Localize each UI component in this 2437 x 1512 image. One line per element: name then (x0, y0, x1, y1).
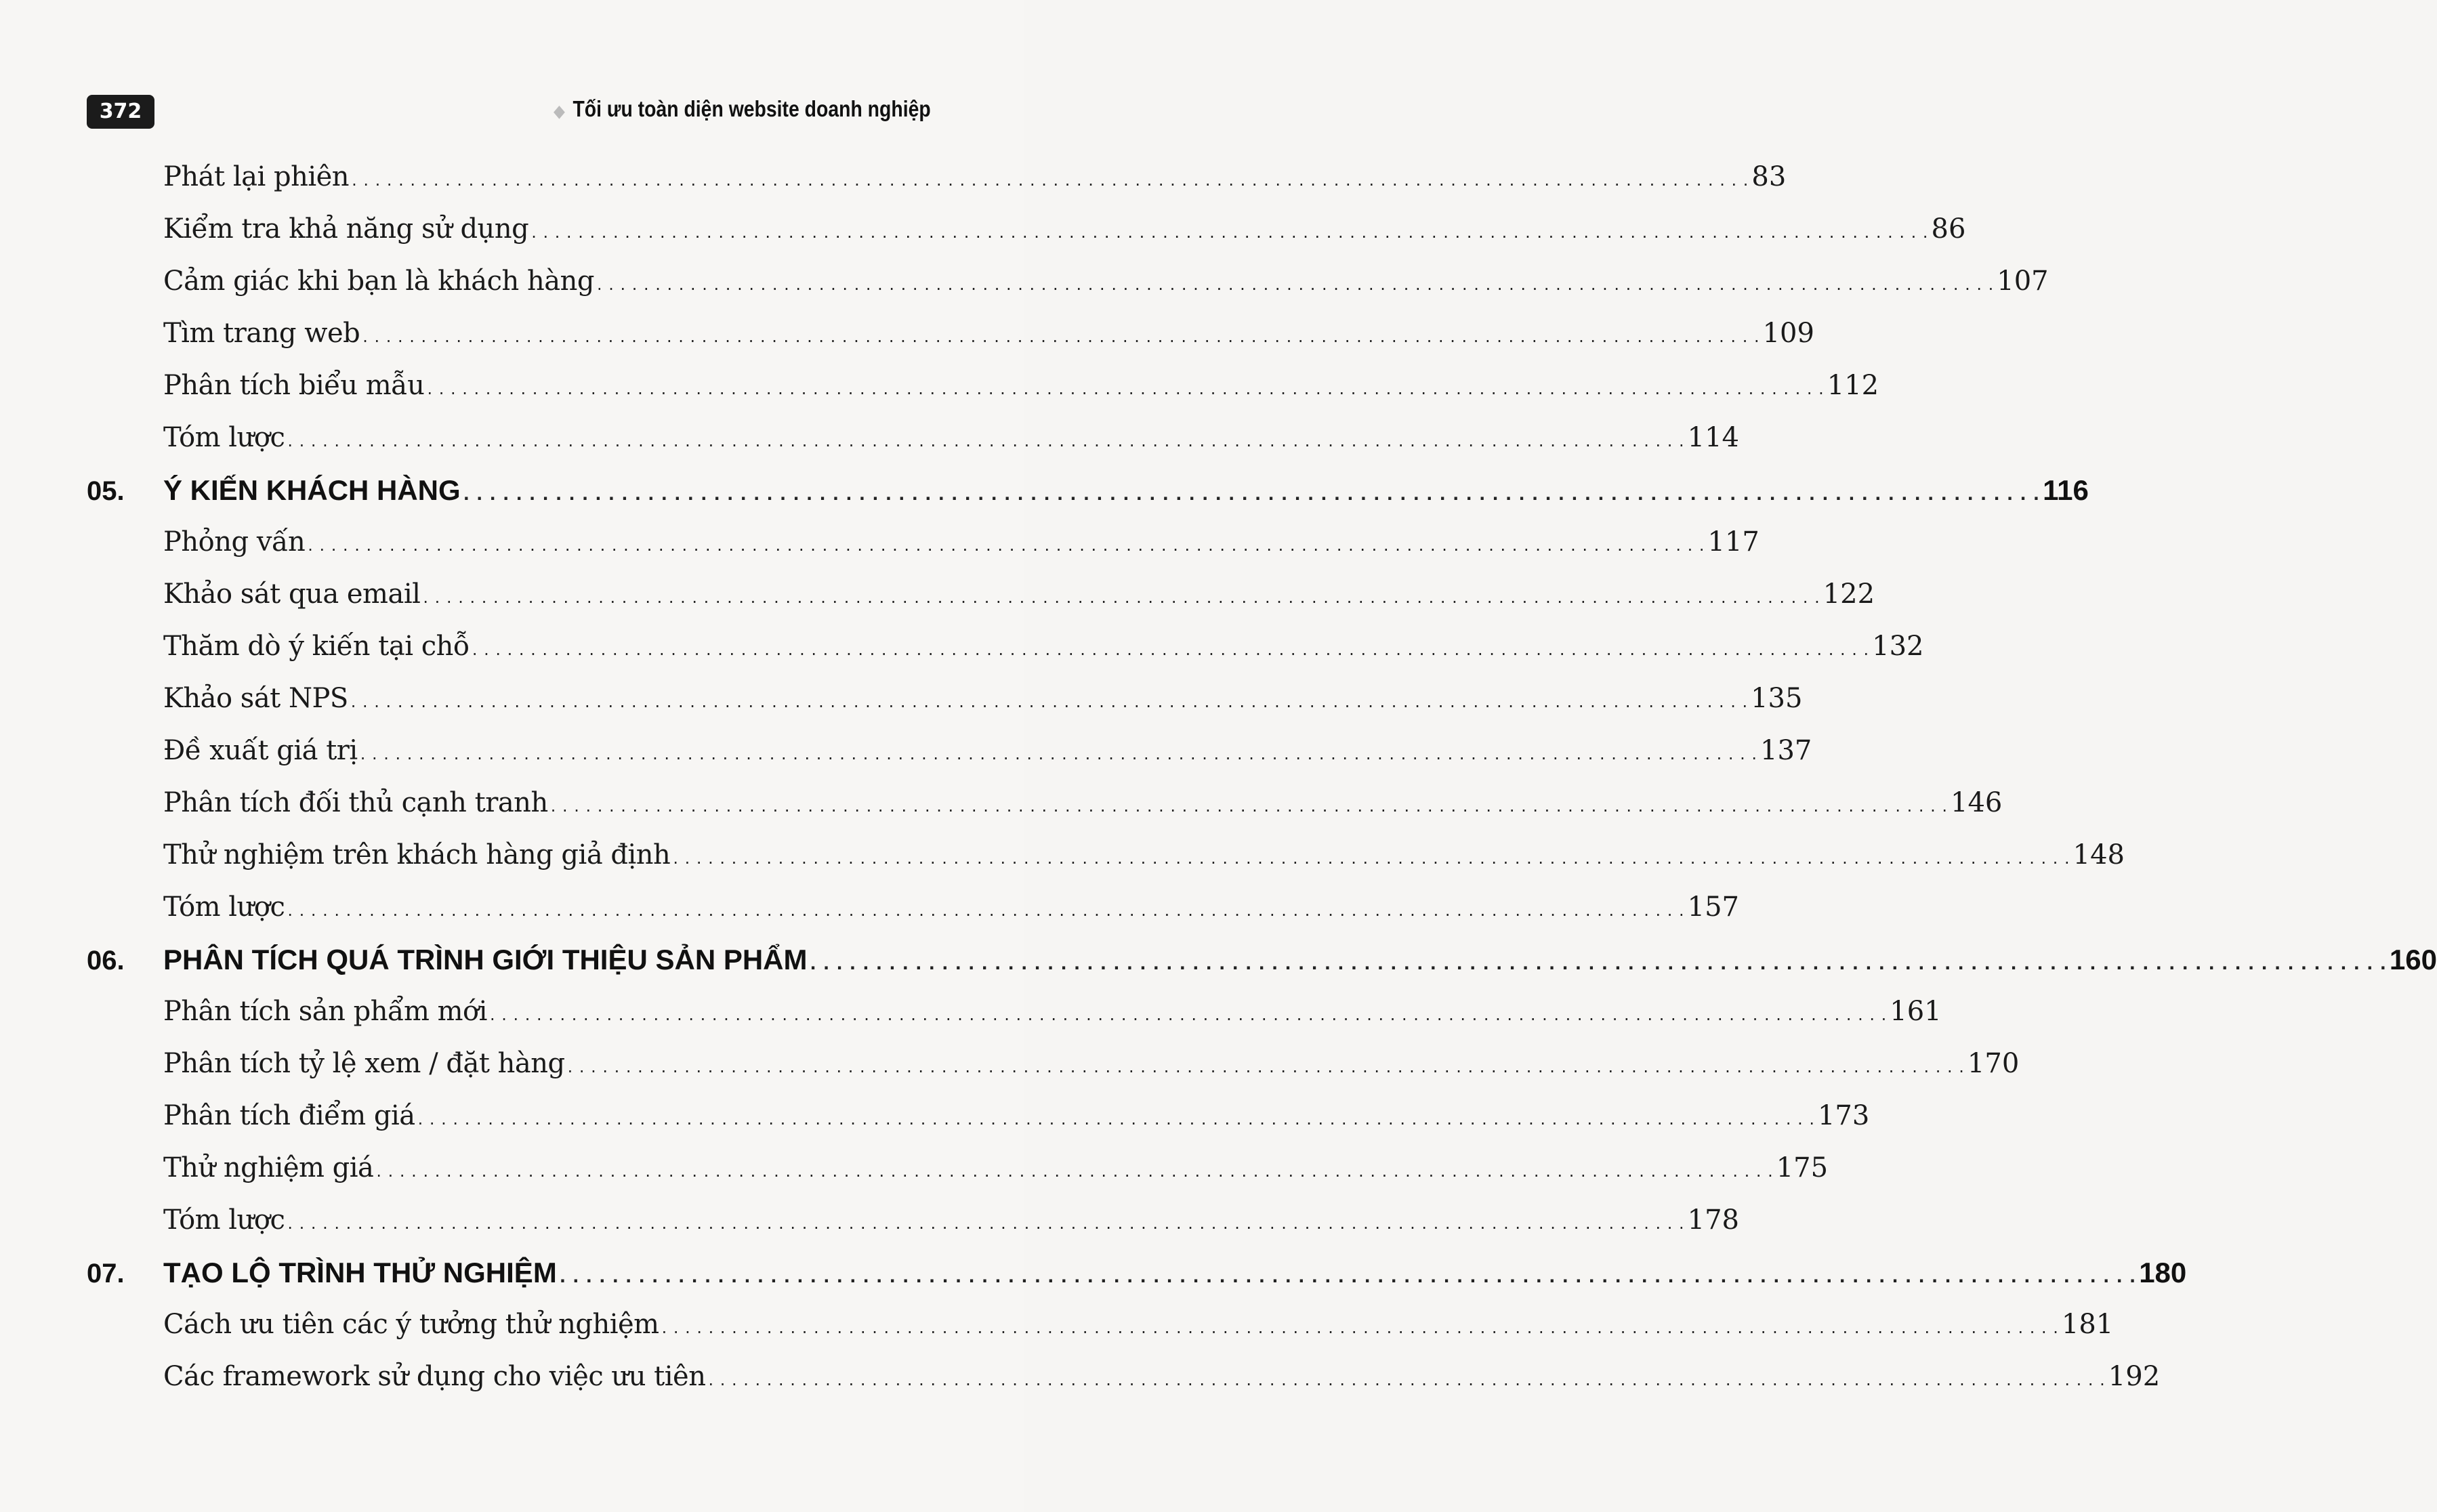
page-number: 117 (1707, 526, 1759, 558)
dot-leader: . . . . . . . . . . . . . . . . . . . . . . . . . . . . . . . . . . . . . . . . . . . . . . . . . . . . . . . . . . . . . . . . . . . . . . . . . . . . . . . . . . . . . . . . . . . . . . . . . . . . . . . . . . . . . . . . . . . . . . . . (472, 640, 1870, 659)
running-head (554, 92, 931, 129)
page-number: 114 (1687, 422, 1740, 453)
toc-entry-row (87, 1309, 2114, 1361)
dot-leader: . . . . . . . . . . . . . . . . . . . . . . . . . . . . . . . . . . . . . . . . . . . . . . . . . . . . . . . . . . . . . . . . . . . . . . . . . . . . . . . . . . . . . . . . . . . . . . . . . . . . . . . . . . . . . . . . . . . . . . . . (287, 1214, 1685, 1233)
toc-entry-row (87, 996, 1942, 1048)
entry-title: Kiểm tra khả năng sử dụng (163, 213, 529, 245)
chapter-number: 06. (87, 946, 125, 975)
toc-entry-row (87, 1152, 1829, 1204)
chapter-number: 07. (87, 1259, 125, 1288)
page-number: 175 (1776, 1152, 1829, 1183)
book-title: Tối ưu toàn diện website doanh nghiệp (572, 96, 931, 121)
dot-leader: . . . . . . . . . . . . . . . . . . . . . . . . . . . . . . . . . . . . . . . . . . . . . . . . . . . . . . . . . . . . . . . . . . . . . . . . . . . . . . . . . . . . . . . . . . . . . . . . . . . . . . . . . . . . . . . . . . . . . . . . (596, 275, 1995, 294)
dot-leader: . . . . . . . . . . . . . . . . . . . . . . . . . . . . . . . . . . . . . . . . . . . . . . . . . . . . . . . . . . . . . . . . . . . . . . . . . . . . . . . . . . . . . . . . . . . . . . . . . . . . . . . . . . . . . . . . . . . . . . . . (427, 379, 1825, 398)
dot-leader: . . . . . . . . . . . . . . . . . . . . . . . . . . . . . . . . . . . . . . . . . . . . . . . . . . . . . . . . . . . . . . . . . . . . . . . . . . . . . . . . . . . . . . . . . . . . . . . . . . . . . . . . . . . . . . . . . . . . . . . . (550, 797, 1949, 816)
diamond-icon: ◆ (554, 102, 565, 121)
dot-leader: . . . . . . . . . . . . . . . . . . . . . . . . . . . . . . . . . . . . . . . . . . . . . . . . . . . . . . . . . . . . . . . . . . . . . . . . . . . . . . . . . . . . . . . . . . . . . . . . . . . . . . . . . . . . . . . . . . . . . . . . (673, 849, 2070, 868)
entry-title: Phát lại phiên (163, 161, 350, 192)
page-number: 170 (1967, 1048, 2020, 1079)
page-number: 132 (1872, 631, 1924, 662)
dot-leader: . . . . . . . . . . . . . . . . . . . . . . . . . . . . . . . . . . . . . . . . . . . . . . . . . . . . . . . . . . . . . . . . . . . . . . . . . . . . . . . . . . . . . . . . . . . . . . . . . . . . . . . . . . . . . . . . . . . . . . . . (559, 1267, 2137, 1286)
entry-title: Tóm lược (163, 891, 285, 923)
entry-title: Thăm dò ý kiến tại chỗ (163, 631, 470, 662)
dot-leader: . . . . . . . . . . . . . . . . . . . . . . . . . . . . . . . . . . . . . . . . . . . . . . . . . . . . . . . . . . . . . . . . . . . . . . . . . . . . . . . . . . . . . . . . . . . . . . . . . . . . . . . . . . . . . . . . . . . . . . . . (287, 901, 1685, 920)
entry-title: Cảm giác khi bạn là khách hàng (163, 266, 594, 297)
toc-entry-row (87, 370, 1879, 422)
toc-entry-row (87, 683, 1803, 735)
page-number: 112 (1827, 370, 1879, 401)
dot-leader: . . . . . . . . . . . . . . . . . . . . . . . . . . . . . . . . . . . . . . . . . . . . . . . . . . . . . . . . . . . . . . . . . . . . . . . . . . . . . . . . . . . . . . . . . . . . . . . . . . . . . . . . . . . . . . . . . . . . . . . . (567, 1057, 1965, 1076)
toc-entry-row (87, 839, 2125, 891)
chapter-title: Ý KIẾN KHÁCH HÀNG (163, 474, 461, 506)
entry-title: Tóm lược (163, 1204, 285, 1236)
dot-leader: . . . . . . . . . . . . . . . . . . . . . . . . . . . . . . . . . . . . . . . . . . . . . . . . . . . . . . . . . . . . . . . . . . . . . . . . . . . . . . . . . . . . . . . . . . . . . . . . . . . . . . . . . . . . . . . . . . . . . . . . (531, 223, 1929, 242)
entry-title: Tóm lược (163, 422, 285, 453)
entry-title: Phân tích điểm giá (163, 1100, 415, 1131)
toc-entry-row (87, 891, 1740, 944)
dot-leader: . . . . . . . . . . . . . . . . . . . . . . . . . . . . . . . . . . . . . . . . . . . . . . . . . . . . . . . . . . . . . . . . . . . . . . . . . . . . . . . . . . . . . . . . . . . . . . . . . . . . . . . . . . . . . . . . . . . . . . . . (287, 432, 1685, 450)
page-number: 83 (1751, 161, 1787, 192)
dot-leader: . . . . . . . . . . . . . . . . . . . . . . . . . . . . . . . . . . . . . . . . . . . . . . . . . . . . . . . . . . . . . . . . . . . . . . . . . . . . . . . . . . . . . . . . . . . . . . . . . . . . . . . . . . . . . . . . . . . . . . . . (463, 485, 2041, 504)
page-number: 181 (2061, 1309, 2114, 1340)
toc-entry-row (87, 787, 2003, 839)
entry-title: Phỏng vấn (163, 526, 306, 558)
chapter-title: PHÂN TÍCH QUÁ TRÌNH GIỚI THIỆU SẢN PHẨM (163, 944, 808, 975)
dot-leader: . . . . . . . . . . . . . . . . . . . . . . . . . . . . . . . . . . . . . . . . . . . . . . . . . . . . . . . . . . . . . . . . . . . . . . . . . . . . . . . . . . . . . . . . . . . . . . . . . . . . . . . . . . . . . . . . . . . . . . . . (362, 327, 1760, 346)
entry-title: Các framework sử dụng cho việc ưu tiên (163, 1361, 706, 1392)
page-number: 109 (1762, 318, 1814, 349)
page-number: 148 (2073, 839, 2125, 870)
dot-leader: . . . . . . . . . . . . . . . . . . . . . . . . . . . . . . . . . . . . . . . . . . . . . . . . . . . . . . . . . . . . . . . . . . . . . . . . . . . . . . . . . . . . . . . . . . . . . . . . . . . . . . . . . . . . . . . . . . . . . . . . (810, 954, 2387, 973)
page-number: 146 (1951, 787, 2003, 818)
page-number: 178 (1687, 1204, 1740, 1236)
dot-leader: . . . . . . . . . . . . . . . . . . . . . . . . . . . . . . . . . . . . . . . . . . . . . . . . . . . . . . . . . . . . . . . . . . . . . . . . . . . . . . . . . . . . . . . . . . . . . . . . . . . . . . . . . . . . . . . . . . . . . . . . (352, 171, 1749, 190)
entry-title: Khảo sát NPS (163, 683, 348, 714)
toc-entry-row (87, 1361, 2161, 1413)
chapter-title: TẠO LỘ TRÌNH THỬ NGHIỆM (163, 1257, 557, 1288)
toc-entry-row (87, 1204, 1740, 1257)
page-number: 157 (1687, 891, 1740, 923)
page-number-badge: 372 (87, 95, 154, 129)
toc-entry-row (87, 735, 1812, 787)
toc-entry-row (87, 213, 1966, 266)
dot-leader: . . . . . . . . . . . . . . . . . . . . . . . . . . . . . . . . . . . . . . . . . . . . . . . . . . . . . . . . . . . . . . . . . . . . . . . . . . . . . . . . . . . . . . . . . . . . . . . . . . . . . . . . . . . . . . . . . . . . . . . . (350, 692, 1749, 711)
page-header (87, 92, 931, 130)
toc-entry-row (87, 631, 1924, 683)
dot-leader: . . . . . . . . . . . . . . . . . . . . . . . . . . . . . . . . . . . . . . . . . . . . . . . . . . . . . . . . . . . . . . . . . . . . . . . . . . . . . . . . . . . . . . . . . . . . . . . . . . . . . . . . . . . . . . . . . . . . . . . . (360, 744, 1757, 763)
dot-leader: . . . . . . . . . . . . . . . . . . . . . . . . . . . . . . . . . . . . . . . . . . . . . . . . . . . . . . . . . . . . . . . . . . . . . . . . . . . . . . . . . . . . . . . . . . . . . . . . . . . . . . . . . . . . . . . . . . . . . . . . (661, 1318, 2059, 1337)
toc-entry-row (87, 161, 1787, 213)
dot-leader: . . . . . . . . . . . . . . . . . . . . . . . . . . . . . . . . . . . . . . . . . . . . . . . . . . . . . . . . . . . . . . . . . . . . . . . . . . . . . . . . . . . . . . . . . . . . . . . . . . . . . . . . . . . . . . . . . . . . . . . . (489, 1005, 1888, 1024)
dot-leader: . . . . . . . . . . . . . . . . . . . . . . . . . . . . . . . . . . . . . . . . . . . . . . . . . . . . . . . . . . . . . . . . . . . . . . . . . . . . . . . . . . . . . . . . . . . . . . . . . . . . . . . . . . . . . . . . . . . . . . . . (708, 1370, 2106, 1389)
toc-entry-row (87, 266, 2049, 318)
entry-title: Đề xuất giá trị (163, 735, 358, 766)
page-number: 173 (1817, 1100, 1870, 1131)
page-number: 161 (1890, 996, 1942, 1027)
page-number: 160 (2389, 944, 2437, 975)
dot-leader: . . . . . . . . . . . . . . . . . . . . . . . . . . . . . . . . . . . . . . . . . . . . . . . . . . . . . . . . . . . . . . . . . . . . . . . . . . . . . . . . . . . . . . . . . . . . . . . . . . . . . . . . . . . . . . . . . . . . . . . . (423, 588, 1820, 607)
chapter-number: 05. (87, 476, 125, 506)
page-number: 107 (1997, 266, 2049, 297)
page-number: 116 (2043, 474, 2089, 506)
toc-chapter-row (87, 1257, 2187, 1309)
page-number: 135 (1751, 683, 1803, 714)
toc-entry-row (87, 579, 1875, 631)
dot-leader: . . . . . . . . . . . . . . . . . . . . . . . . . . . . . . . . . . . . . . . . . . . . . . . . . . . . . . . . . . . . . . . . . . . . . . . . . . . . . . . . . . . . . . . . . . . . . . . . . . . . . . . . . . . . . . . . . . . . . . . . (308, 536, 1705, 555)
entry-title: Tìm trang web (163, 318, 360, 349)
page-number: 192 (2108, 1361, 2161, 1392)
page-number: 122 (1822, 579, 1875, 610)
page-number: 180 (2139, 1257, 2187, 1288)
toc-entry-row (87, 1048, 2020, 1100)
entry-title: Khảo sát qua email (163, 579, 421, 610)
entry-title: Phân tích tỷ lệ xem / đặt hàng (163, 1048, 565, 1079)
page-number: 137 (1760, 735, 1812, 766)
entry-title: Thử nghiệm giá (163, 1152, 374, 1183)
entry-title: Phân tích sản phẩm mới (163, 996, 487, 1027)
toc-chapter-row (87, 474, 2089, 526)
entry-title: Thử nghiệm trên khách hàng giả định (163, 839, 671, 870)
entry-title: Phân tích biểu mẫu (163, 370, 425, 401)
dot-leader: . . . . . . . . . . . . . . . . . . . . . . . . . . . . . . . . . . . . . . . . . . . . . . . . . . . . . . . . . . . . . . . . . . . . . . . . . . . . . . . . . . . . . . . . . . . . . . . . . . . . . . . . . . . . . . . . . . . . . . . . (376, 1162, 1774, 1181)
toc-entry-row (87, 526, 1759, 579)
toc-entry-row (87, 422, 1740, 474)
toc-chapter-row (87, 944, 2437, 996)
page-number: 86 (1931, 213, 1966, 245)
toc-entry-row (87, 318, 1814, 370)
toc-entry-row (87, 1100, 1870, 1152)
entry-title: Phân tích đối thủ cạnh tranh (163, 787, 548, 818)
entry-title: Cách ưu tiên các ý tưởng thử nghiệm (163, 1309, 659, 1340)
dot-leader: . . . . . . . . . . . . . . . . . . . . . . . . . . . . . . . . . . . . . . . . . . . . . . . . . . . . . . . . . . . . . . . . . . . . . . . . . . . . . . . . . . . . . . . . . . . . . . . . . . . . . . . . . . . . . . . . . . . . . . . . (417, 1110, 1815, 1129)
table-of-contents (87, 161, 2437, 1413)
